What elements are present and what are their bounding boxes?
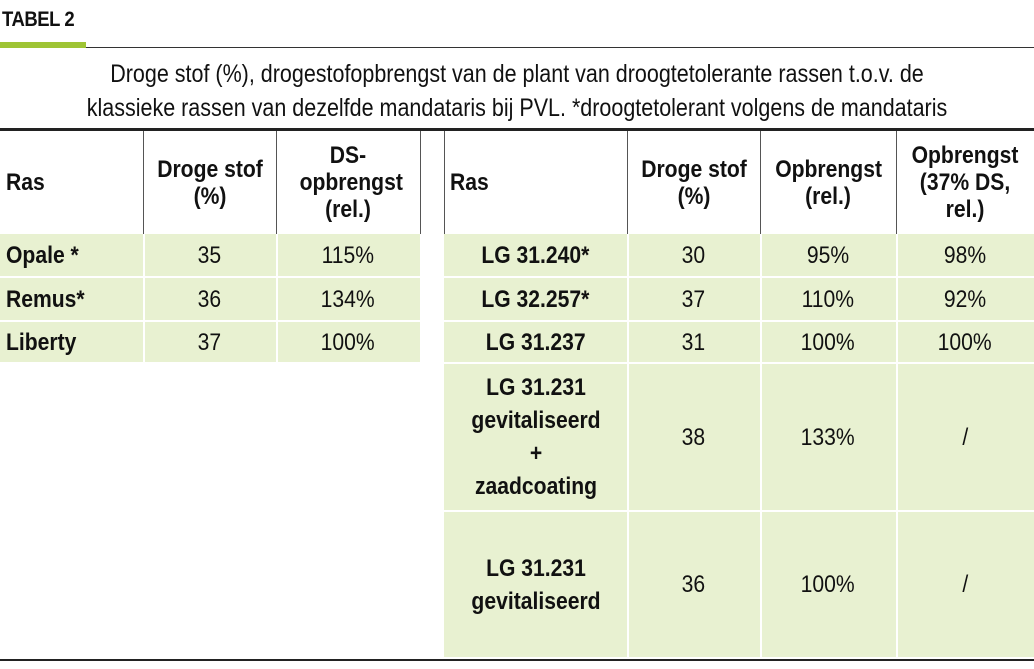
- right-header-ras: Ras: [450, 169, 489, 196]
- left-header-ds-opbrengst: DS-opbrengst (rel.): [299, 142, 403, 223]
- header-divider: [896, 131, 897, 234]
- table-row-cell: LG 31.240*: [444, 234, 627, 276]
- table-tag: TABEL 2: [2, 8, 75, 31]
- table-caption: [72, 57, 961, 125]
- top-rule: [86, 47, 1034, 48]
- table-row-cell: Remus*: [0, 278, 143, 320]
- table-row-cell: 30: [627, 234, 760, 276]
- table-row-cell: 100%: [760, 512, 896, 657]
- table-row-cell: LG 31.237: [444, 322, 627, 362]
- left-header-droge-stof: Droge stof (%): [156, 155, 263, 210]
- table-row-cell: 98%: [896, 234, 1034, 276]
- table-row-cell: 100%: [896, 322, 1034, 362]
- table-row-cell: 100%: [276, 322, 420, 362]
- row-divider: [276, 234, 278, 362]
- table-row-cell: 110%: [760, 278, 896, 320]
- table-row-cell: 115%: [276, 234, 420, 276]
- table-row-cell: LG 32.257*: [444, 278, 627, 320]
- table-row-cell: Opale *: [0, 234, 143, 276]
- table-row-cell: 133%: [760, 364, 896, 510]
- right-header-droge-stof: Droge stof (%): [640, 155, 747, 210]
- table-row-cell: LG 31.231 gevitaliseerd: [444, 512, 627, 657]
- row-divider: [760, 234, 762, 657]
- header-divider: [627, 131, 628, 234]
- table-row-cell: 31: [627, 322, 760, 362]
- table-row-cell: 38: [627, 364, 760, 510]
- caption-line-2: klassieke rassen van dezelfde mandataris bij PVL. *droogtetolerant volgens de mandataris: [86, 94, 948, 122]
- header-divider: [276, 131, 277, 234]
- row-divider: [627, 234, 629, 657]
- table-row-cell: LG 31.231 gevitaliseerd + zaadcoating: [444, 364, 627, 510]
- table-row-cell: 92%: [896, 278, 1034, 320]
- right-header-opbrengst-37ds: Opbrengst (37% DS, rel.): [911, 142, 1019, 223]
- table-row-cell: 37: [627, 278, 760, 320]
- table-row-cell: 36: [627, 512, 760, 657]
- table-bottom-rule: [0, 659, 1034, 661]
- tag-accent-bar: [0, 42, 86, 48]
- left-header-ras: Ras: [6, 169, 45, 196]
- row-divider: [143, 234, 145, 362]
- row-divider: [896, 234, 898, 657]
- table-row-cell: Liberty: [0, 322, 143, 362]
- table-row-cell: 35: [143, 234, 276, 276]
- table-row-cell: 95%: [760, 234, 896, 276]
- caption-line-1: Droge stof (%), drogestofopbrengst van de plant van droogtetolerante rassen t.o.v. de: [110, 60, 924, 88]
- header-divider: [444, 131, 445, 234]
- table-row-cell: 37: [143, 322, 276, 362]
- header-divider: [420, 131, 421, 234]
- header-divider: [760, 131, 761, 234]
- table-row-cell: /: [896, 364, 1034, 510]
- table-row-cell: 134%: [276, 278, 420, 320]
- header-divider: [143, 131, 144, 234]
- table-row-cell: 100%: [760, 322, 896, 362]
- table-row-cell: /: [896, 512, 1034, 657]
- table-row-cell: 36: [143, 278, 276, 320]
- right-header-opbrengst: Opbrengst (rel.): [775, 155, 882, 210]
